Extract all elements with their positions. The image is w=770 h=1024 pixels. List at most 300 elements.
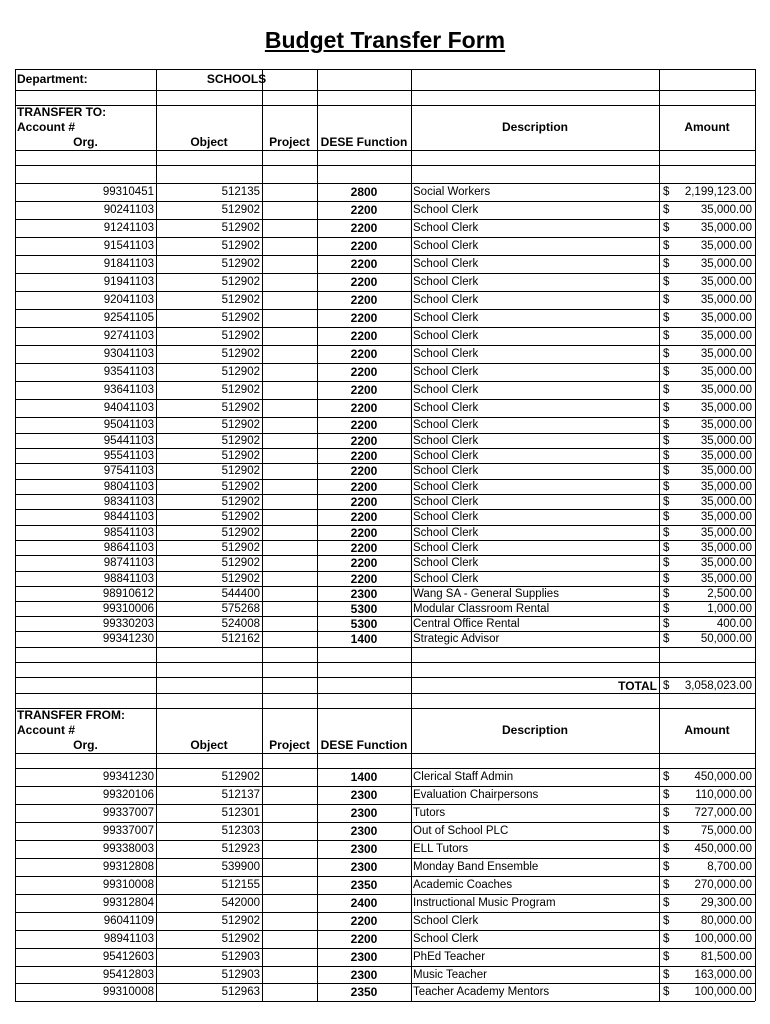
budget-transfer-table — [15, 69, 755, 1002]
transfer-to-row-currency: $ — [663, 330, 670, 342]
transfer-to-row-currency: $ — [663, 511, 670, 523]
transfer-to-row-currency: $ — [663, 618, 670, 630]
transfer-to-row-org: 95441103 — [103, 435, 154, 447]
transfer-to-row-object: 512902 — [221, 450, 260, 462]
transfer-from-row-org: 99341230 — [102, 771, 154, 783]
transfer-to-row-object: 544400 — [221, 588, 260, 600]
grid-row-line — [15, 219, 755, 220]
transfer-to-row-amount: 35,000.00 — [700, 366, 752, 378]
transfer-from-row-object: 512903 — [221, 951, 260, 963]
transfer-to-row-description: School Clerk — [413, 450, 479, 462]
grid-row-line — [15, 345, 755, 346]
transfer-from-header-project: Project — [269, 738, 310, 752]
transfer-from-row-object: 512137 — [221, 789, 260, 801]
transfer-from-row-function: 2350 — [350, 878, 378, 892]
grid-row-line — [15, 237, 755, 238]
department-value: SCHOOLS — [206, 72, 267, 86]
transfer-to-row-org: 90241103 — [103, 204, 154, 216]
grid-row-line — [15, 786, 755, 787]
transfer-to-row-org: 99310451 — [102, 186, 154, 198]
transfer-to-row-description: School Clerk — [413, 481, 479, 493]
transfer-to-row-org: 99310006 — [102, 603, 154, 615]
transfer-to-row-function: 2200 — [350, 510, 378, 524]
transfer-to-row-org: 93541103 — [103, 366, 154, 378]
transfer-from-row-function: 2300 — [350, 950, 378, 964]
transfer-to-row-description: Social Workers — [413, 186, 491, 198]
total-label: TOTAL — [618, 679, 657, 693]
transfer-from-row-org: 96041109 — [103, 915, 154, 927]
transfer-to-row-org: 93041103 — [103, 348, 154, 360]
transfer-from-row-org: 99312808 — [102, 861, 154, 873]
transfer-from-row-description: Instructional Music Program — [413, 897, 556, 909]
transfer-to-row-function: 2200 — [350, 480, 378, 494]
transfer-to-row-amount: 35,000.00 — [700, 402, 752, 414]
transfer-to-row-org: 98541103 — [103, 527, 154, 539]
grid-row-line — [15, 804, 755, 805]
transfer-to-row-org: 93641103 — [103, 384, 154, 396]
transfer-to-row-currency: $ — [663, 527, 670, 539]
transfer-to-row-function: 2200 — [350, 495, 378, 509]
transfer-to-row-org: 98741103 — [103, 557, 154, 569]
transfer-to-row-function: 5300 — [350, 617, 378, 631]
transfer-to-row-function: 2200 — [350, 434, 378, 448]
grid-row-line — [15, 201, 755, 202]
transfer-from-row-description: Out of School PLC — [413, 825, 509, 837]
transfer-to-row-description: School Clerk — [413, 435, 479, 447]
transfer-from-row-description: ELL Tutors — [413, 843, 469, 855]
grid-row-line — [15, 693, 755, 694]
transfer-to-row-currency: $ — [663, 633, 670, 645]
grid-row-line — [15, 647, 755, 648]
transfer-from-row-description: Monday Band Ensemble — [413, 861, 539, 873]
transfer-to-row-amount: 2,500.00 — [707, 588, 752, 600]
transfer-from-row-amount: 8,700.00 — [707, 861, 752, 873]
transfer-to-row-currency: $ — [663, 588, 670, 600]
transfer-to-header-org: Org. — [73, 135, 98, 149]
transfer-from-row-description: Teacher Academy Mentors — [413, 986, 550, 998]
transfer-to-row-object: 512902 — [221, 330, 260, 342]
transfer-from-row-description: Clerical Staff Admin — [413, 771, 514, 783]
transfer-to-row-org: 99341230 — [102, 633, 154, 645]
grid-row-line — [15, 840, 755, 841]
transfer-to-row-currency: $ — [663, 204, 670, 216]
transfer-to-row-function: 2200 — [350, 347, 378, 361]
transfer-to-row-description: School Clerk — [413, 419, 479, 431]
transfer-to-row-currency: $ — [663, 258, 670, 270]
transfer-to-row-object: 512902 — [221, 465, 260, 477]
transfer-to-row-currency: $ — [663, 450, 670, 462]
transfer-from-row-description: Tutors — [413, 807, 446, 819]
transfer-to-row-currency: $ — [663, 366, 670, 378]
transfer-from-row-currency: $ — [663, 789, 670, 801]
grid-column-line — [411, 69, 412, 1001]
transfer-from-row-description: PhEd Teacher — [413, 951, 486, 963]
transfer-to-row-currency: $ — [663, 294, 670, 306]
transfer-from-row-function: 2400 — [350, 896, 378, 910]
transfer-to-row-currency: $ — [663, 557, 670, 569]
transfer-to-row-amount: 35,000.00 — [700, 542, 752, 554]
transfer-to-row-description: School Clerk — [413, 240, 479, 252]
grid-row-line — [15, 255, 755, 256]
transfer-from-row-amount: 81,500.00 — [700, 951, 752, 963]
transfer-from-row-function: 2300 — [350, 824, 378, 838]
transfer-to-row-object: 512902 — [221, 294, 260, 306]
transfer-from-row-amount: 163,000.00 — [694, 969, 752, 981]
transfer-to-row-description: School Clerk — [413, 542, 479, 554]
grid-row-line — [15, 327, 755, 328]
transfer-to-row-amount: 35,000.00 — [700, 496, 752, 508]
transfer-to-row-object: 512902 — [221, 240, 260, 252]
transfer-to-row-org: 92541105 — [103, 312, 154, 324]
transfer-from-row-object: 512902 — [221, 771, 260, 783]
transfer-to-row-amount: 35,000.00 — [700, 527, 752, 539]
grid-row-line — [15, 183, 755, 184]
transfer-from-row-currency: $ — [663, 807, 670, 819]
transfer-to-row-amount: 35,000.00 — [700, 222, 752, 234]
transfer-from-account-label: Account # — [17, 723, 76, 737]
transfer-to-row-currency: $ — [663, 603, 670, 615]
transfer-to-header-function: DESE Function — [320, 135, 408, 149]
grid-row-line — [15, 876, 755, 877]
transfer-from-row-org: 95412803 — [102, 969, 154, 981]
transfer-from-row-function: 1400 — [350, 770, 378, 784]
grid-row-line — [15, 966, 755, 967]
transfer-from-header-description: Description — [501, 723, 568, 737]
transfer-to-row-object: 512902 — [221, 222, 260, 234]
transfer-to-row-function: 2200 — [350, 293, 378, 307]
transfer-to-row-org: 91941103 — [103, 276, 154, 288]
grid-row-line — [15, 291, 755, 292]
transfer-from-header-object: Object — [190, 738, 228, 752]
grid-row-line — [15, 930, 755, 931]
transfer-to-row-function: 2200 — [350, 311, 378, 325]
transfer-to-row-function: 2300 — [350, 587, 378, 601]
transfer-to-row-description: School Clerk — [413, 573, 479, 585]
transfer-to-row-org: 98341103 — [103, 496, 154, 508]
transfer-to-row-amount: 2,199,123.00 — [684, 186, 752, 198]
transfer-to-row-amount: 35,000.00 — [700, 465, 752, 477]
transfer-from-header-amount: Amount — [684, 723, 730, 737]
transfer-from-row-currency: $ — [663, 986, 670, 998]
transfer-to-row-function: 2200 — [350, 418, 378, 432]
transfer-to-row-object: 512902 — [221, 557, 260, 569]
grid-row-line — [15, 309, 755, 310]
transfer-to-row-object: 512902 — [221, 419, 260, 431]
form-title: Budget Transfer Form — [264, 27, 506, 53]
transfer-to-row-description: School Clerk — [413, 511, 479, 523]
transfer-from-row-amount: 29,300.00 — [700, 897, 752, 909]
transfer-to-row-amount: 35,000.00 — [700, 419, 752, 431]
transfer-from-row-amount: 270,000.00 — [694, 879, 752, 891]
transfer-to-row-function: 2200 — [350, 239, 378, 253]
transfer-to-row-amount: 35,000.00 — [700, 204, 752, 216]
transfer-to-row-function: 2200 — [350, 556, 378, 570]
transfer-from-row-description: Academic Coaches — [413, 879, 513, 891]
transfer-from-row-currency: $ — [663, 879, 670, 891]
transfer-to-row-description: School Clerk — [413, 312, 479, 324]
transfer-to-row-object: 512902 — [221, 542, 260, 554]
transfer-to-row-org: 97541103 — [103, 465, 154, 477]
transfer-to-row-description: Strategic Advisor — [413, 633, 500, 645]
transfer-to-row-function: 2200 — [350, 275, 378, 289]
transfer-from-row-org: 99312804 — [102, 897, 154, 909]
transfer-to-row-org: 95541103 — [103, 450, 154, 462]
grid-row-line — [15, 399, 755, 400]
transfer-from-row-currency: $ — [663, 969, 670, 981]
transfer-to-row-amount: 35,000.00 — [700, 258, 752, 270]
transfer-to-row-function: 2200 — [350, 449, 378, 463]
transfer-to-header-project: Project — [269, 135, 310, 149]
transfer-from-row-description: School Clerk — [413, 933, 479, 945]
transfer-from-row-org: 99310008 — [102, 879, 154, 891]
transfer-to-row-amount: 35,000.00 — [700, 435, 752, 447]
grid-row-line — [15, 165, 755, 166]
transfer-to-row-currency: $ — [663, 573, 670, 585]
transfer-to-row-object: 512162 — [221, 633, 260, 645]
transfer-to-row-org: 91241103 — [103, 222, 154, 234]
transfer-to-row-function: 2200 — [350, 541, 378, 555]
transfer-to-row-amount: 35,000.00 — [700, 330, 752, 342]
transfer-from-row-org: 99337007 — [102, 825, 154, 837]
transfer-to-row-amount: 400.00 — [716, 618, 752, 630]
transfer-to-row-org: 94041103 — [103, 402, 154, 414]
transfer-to-row-currency: $ — [663, 222, 670, 234]
transfer-from-row-org: 99310008 — [102, 986, 154, 998]
transfer-to-row-function: 2200 — [350, 526, 378, 540]
transfer-from-row-org: 99338003 — [102, 843, 154, 855]
transfer-from-row-amount: 110,000.00 — [695, 789, 752, 801]
transfer-to-row-currency: $ — [663, 419, 670, 431]
transfer-from-row-amount: 80,000.00 — [700, 915, 752, 927]
grid-row-line — [15, 753, 755, 754]
transfer-to-row-amount: 35,000.00 — [700, 481, 752, 493]
transfer-from-row-function: 2300 — [350, 788, 378, 802]
transfer-to-row-amount: 35,000.00 — [700, 276, 752, 288]
transfer-to-row-currency: $ — [663, 496, 670, 508]
transfer-to-header-description: Description — [501, 120, 568, 134]
transfer-to-row-description: School Clerk — [413, 330, 479, 342]
transfer-to-row-org: 92741103 — [103, 330, 154, 342]
transfer-to-row-description: School Clerk — [413, 294, 479, 306]
transfer-from-row-org: 98941103 — [103, 933, 154, 945]
grid-row-line — [15, 822, 755, 823]
transfer-to-row-amount: 35,000.00 — [700, 240, 752, 252]
transfer-to-row-org: 98910612 — [102, 588, 154, 600]
transfer-from-row-org: 99337007 — [102, 807, 154, 819]
transfer-from-row-object: 512923 — [221, 843, 260, 855]
transfer-to-row-description: Central Office Rental — [413, 618, 520, 630]
transfer-to-row-object: 512902 — [221, 384, 260, 396]
transfer-to-row-amount: 35,000.00 — [700, 348, 752, 360]
grid-row-line — [15, 150, 755, 151]
transfer-to-row-currency: $ — [663, 348, 670, 360]
transfer-to-row-function: 1400 — [350, 632, 378, 646]
transfer-to-row-function: 2200 — [350, 203, 378, 217]
transfer-to-row-org: 91841103 — [103, 258, 154, 270]
transfer-to-row-org: 98041103 — [103, 481, 154, 493]
grid-row-line — [15, 90, 755, 91]
transfer-to-row-currency: $ — [663, 276, 670, 288]
transfer-to-row-description: Modular Classroom Rental — [413, 603, 550, 615]
transfer-to-row-object: 512902 — [221, 204, 260, 216]
grid-row-line — [15, 948, 755, 949]
transfer-to-row-org: 99330203 — [102, 618, 154, 630]
transfer-to-row-description: School Clerk — [413, 384, 479, 396]
grid-row-line — [15, 381, 755, 382]
transfer-to-row-currency: $ — [663, 542, 670, 554]
transfer-to-row-object: 512902 — [221, 527, 260, 539]
grid-row-line — [15, 677, 755, 678]
transfer-from-row-currency: $ — [663, 843, 670, 855]
transfer-to-account-label: Account # — [17, 120, 76, 134]
grid-column-line — [659, 69, 660, 1001]
transfer-to-row-org: 95041103 — [103, 419, 154, 431]
transfer-from-row-object: 539900 — [221, 861, 260, 873]
transfer-to-row-object: 512902 — [221, 573, 260, 585]
transfer-from-header-function: DESE Function — [320, 738, 408, 752]
transfer-to-row-description: School Clerk — [413, 222, 479, 234]
transfer-to-row-object: 512902 — [221, 348, 260, 360]
transfer-to-row-description: School Clerk — [413, 276, 479, 288]
transfer-from-row-object: 512903 — [221, 969, 260, 981]
transfer-to-row-object: 512902 — [221, 402, 260, 414]
transfer-to-section-label: TRANSFER TO: — [17, 105, 107, 119]
transfer-from-row-function: 2300 — [350, 968, 378, 982]
transfer-from-row-amount: 100,000.00 — [694, 933, 752, 945]
transfer-from-row-function: 2300 — [350, 842, 378, 856]
transfer-from-row-object: 512902 — [221, 915, 260, 927]
total-currency: $ — [663, 680, 670, 692]
transfer-to-row-description: School Clerk — [413, 402, 479, 414]
transfer-to-row-org: 92041103 — [103, 294, 154, 306]
transfer-from-row-amount: 727,000.00 — [694, 807, 752, 819]
transfer-from-row-org: 95412603 — [102, 951, 154, 963]
transfer-to-row-function: 5300 — [350, 602, 378, 616]
transfer-to-row-currency: $ — [663, 402, 670, 414]
transfer-to-row-function: 2200 — [350, 257, 378, 271]
transfer-to-row-description: School Clerk — [413, 496, 479, 508]
transfer-to-row-amount: 35,000.00 — [700, 312, 752, 324]
transfer-from-row-object: 512301 — [221, 807, 260, 819]
transfer-to-row-object: 512902 — [221, 366, 260, 378]
transfer-to-row-object: 512902 — [221, 276, 260, 288]
transfer-to-row-amount: 50,000.00 — [700, 633, 752, 645]
transfer-to-row-currency: $ — [663, 481, 670, 493]
transfer-to-row-object: 524008 — [221, 618, 260, 630]
transfer-to-row-amount: 35,000.00 — [700, 511, 752, 523]
transfer-from-row-org: 99320106 — [102, 789, 154, 801]
grid-row-line — [15, 983, 755, 984]
transfer-from-row-function: 2200 — [350, 932, 378, 946]
transfer-to-row-description: School Clerk — [413, 348, 479, 360]
transfer-from-row-currency: $ — [663, 951, 670, 963]
transfer-from-row-object: 512963 — [221, 986, 260, 998]
grid-row-line — [15, 662, 755, 663]
transfer-to-row-amount: 35,000.00 — [700, 557, 752, 569]
transfer-from-row-currency: $ — [663, 897, 670, 909]
transfer-from-row-description: School Clerk — [413, 915, 479, 927]
transfer-to-row-description: School Clerk — [413, 465, 479, 477]
transfer-from-row-object: 512155 — [221, 879, 260, 891]
transfer-from-row-currency: $ — [663, 861, 670, 873]
transfer-to-row-function: 2200 — [350, 572, 378, 586]
transfer-from-row-amount: 100,000.00 — [694, 986, 752, 998]
transfer-from-row-object: 542000 — [221, 897, 260, 909]
transfer-to-row-description: School Clerk — [413, 366, 479, 378]
transfer-to-row-description: School Clerk — [413, 204, 479, 216]
grid-row-line — [15, 1001, 755, 1002]
transfer-from-row-currency: $ — [663, 771, 670, 783]
transfer-to-row-object: 512902 — [221, 511, 260, 523]
transfer-to-row-function: 2800 — [350, 185, 378, 199]
transfer-from-row-amount: 450,000.00 — [694, 843, 752, 855]
transfer-to-row-org: 98641103 — [103, 542, 154, 554]
transfer-from-header-org: Org. — [73, 738, 98, 752]
transfer-to-row-description: School Clerk — [413, 527, 479, 539]
transfer-to-row-object: 512902 — [221, 312, 260, 324]
transfer-to-header-amount: Amount — [684, 120, 730, 134]
transfer-to-row-currency: $ — [663, 186, 670, 198]
transfer-to-row-function: 2200 — [350, 464, 378, 478]
transfer-from-row-object: 512902 — [221, 933, 260, 945]
transfer-to-row-function: 2200 — [350, 221, 378, 235]
transfer-to-row-object: 512902 — [221, 481, 260, 493]
grid-row-line — [15, 858, 755, 859]
transfer-from-row-description: Music Teacher — [413, 969, 487, 981]
grid-row-line — [15, 363, 755, 364]
transfer-to-row-object: 512902 — [221, 258, 260, 270]
transfer-to-row-object: 512902 — [221, 435, 260, 447]
transfer-from-row-description: Evaluation Chairpersons — [413, 789, 539, 801]
transfer-from-row-amount: 75,000.00 — [700, 825, 752, 837]
grid-row-line — [15, 69, 755, 70]
transfer-from-row-currency: $ — [663, 915, 670, 927]
transfer-from-row-function: 2350 — [350, 985, 378, 999]
transfer-to-row-function: 2200 — [350, 401, 378, 415]
transfer-to-row-description: Wang SA - General Supplies — [413, 588, 559, 600]
transfer-from-row-object: 512303 — [221, 825, 260, 837]
transfer-to-row-amount: 1,000.00 — [707, 603, 752, 615]
transfer-to-row-currency: $ — [663, 240, 670, 252]
transfer-to-row-amount: 35,000.00 — [700, 450, 752, 462]
transfer-to-row-function: 2200 — [350, 383, 378, 397]
transfer-to-row-currency: $ — [663, 435, 670, 447]
transfer-to-row-currency: $ — [663, 312, 670, 324]
grid-row-line — [15, 912, 755, 913]
transfer-from-row-amount: 450,000.00 — [694, 771, 752, 783]
department-label: Department: — [17, 72, 88, 86]
grid-row-line — [15, 894, 755, 895]
total-amount: 3,058,023.00 — [684, 680, 752, 692]
transfer-from-row-function: 2300 — [350, 860, 378, 874]
transfer-to-row-org: 91541103 — [103, 240, 154, 252]
grid-row-line — [15, 768, 755, 769]
transfer-to-row-amount: 35,000.00 — [700, 294, 752, 306]
transfer-to-row-description: School Clerk — [413, 557, 479, 569]
grid-column-line — [755, 69, 756, 1001]
grid-column-line — [262, 69, 263, 1001]
transfer-from-row-function: 2200 — [350, 914, 378, 928]
transfer-to-row-object: 512902 — [221, 496, 260, 508]
transfer-to-row-org: 98841103 — [103, 573, 154, 585]
transfer-from-row-function: 2300 — [350, 806, 378, 820]
transfer-to-row-org: 98441103 — [103, 511, 154, 523]
transfer-from-section-label: TRANSFER FROM: — [17, 708, 125, 722]
transfer-to-header-object: Object — [190, 135, 228, 149]
transfer-to-row-currency: $ — [663, 465, 670, 477]
transfer-to-row-function: 2200 — [350, 329, 378, 343]
transfer-from-row-currency: $ — [663, 825, 670, 837]
